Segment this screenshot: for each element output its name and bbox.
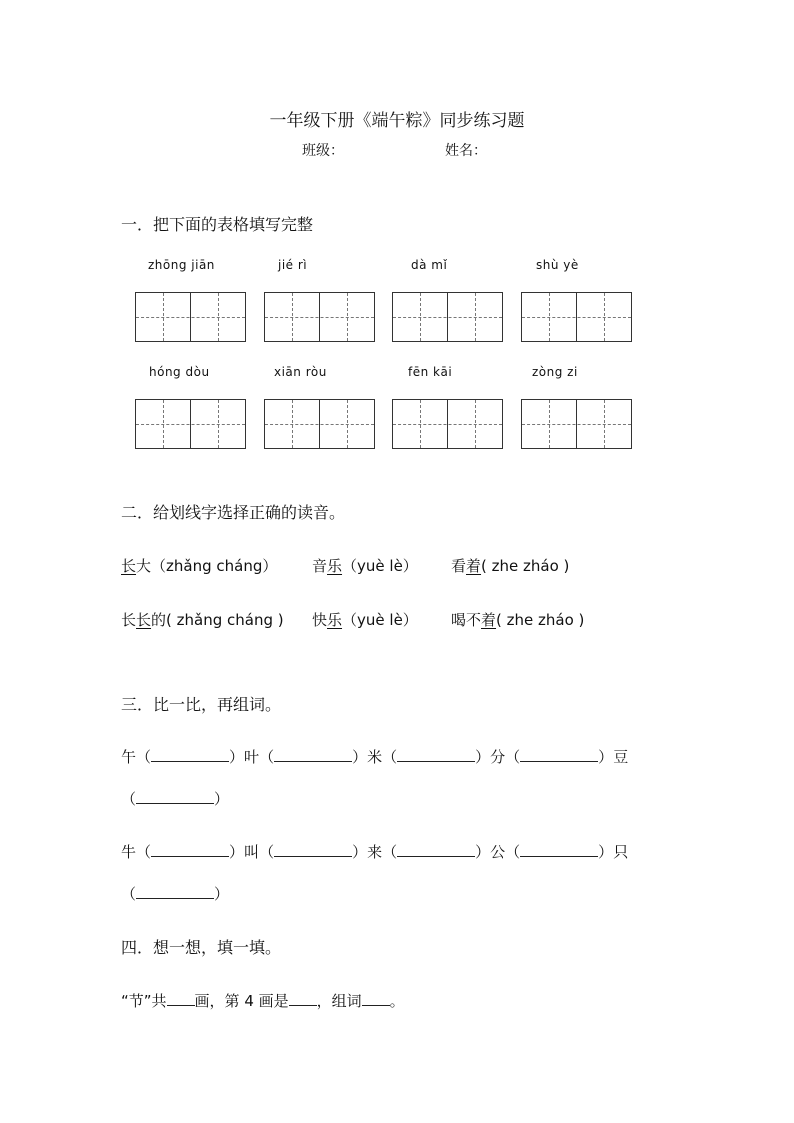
underlined-char: 着 [481, 611, 497, 629]
answer-blank[interactable] [397, 747, 475, 762]
answer-blank[interactable] [151, 842, 229, 857]
pinyin-label: dà mǐ [411, 258, 448, 272]
writing-grid[interactable] [135, 399, 246, 449]
answer-blank[interactable] [136, 789, 214, 804]
writing-grid[interactable] [392, 399, 503, 449]
name-label: 姓名： [445, 143, 487, 159]
pinyin-label: fēn kāi [408, 365, 453, 379]
answer-blank[interactable] [520, 842, 598, 857]
writing-grid[interactable] [392, 292, 503, 342]
pinyin-label: zòng zi [532, 365, 578, 379]
writing-grid[interactable] [521, 399, 632, 449]
page-title: 一年级下册《端午粽》同步练习题 [269, 111, 525, 131]
pinyin-label: jié rì [278, 258, 308, 272]
writing-grid[interactable] [264, 292, 375, 342]
writing-grid[interactable] [264, 399, 375, 449]
answer-blank[interactable] [289, 991, 317, 1006]
reading-item: 长大（zhǎng cháng） [121, 557, 278, 575]
word-row-wrap: （ ） [121, 885, 230, 903]
underlined-char: 乐 [327, 557, 343, 575]
reading-item: 长长的( zhǎng cháng ) [121, 611, 284, 629]
writing-grid[interactable] [135, 292, 246, 342]
answer-blank[interactable] [362, 991, 390, 1006]
underlined-char: 长 [136, 611, 152, 629]
answer-blank[interactable] [397, 842, 475, 857]
section-4-heading: 四．想一想，填一填。 [121, 938, 282, 957]
reading-item: 快乐（yuè lè） [312, 611, 418, 629]
underlined-char: 着 [466, 557, 482, 575]
underlined-char: 乐 [327, 611, 343, 629]
word-row: 牛（ ）叫（ ）来（ ）公（ ）只 [121, 843, 629, 861]
answer-blank[interactable] [274, 747, 352, 762]
answer-blank[interactable] [274, 842, 352, 857]
pinyin-label: zhōng jiān [148, 258, 215, 272]
class-label: 班级： [302, 143, 344, 159]
underlined-char: 长 [121, 557, 137, 575]
word-row: 午（ ）叶（ ）米（ ）分（ ）豆 [121, 748, 629, 766]
writing-grid[interactable] [521, 292, 632, 342]
answer-blank[interactable] [520, 747, 598, 762]
pinyin-label: shù yè [536, 258, 579, 272]
pinyin-label: hóng dòu [149, 365, 210, 379]
section-2-heading: 二．给划线字选择正确的读音。 [121, 503, 346, 522]
reading-item: 喝不着( zhe zháo ) [451, 611, 585, 629]
answer-blank[interactable] [151, 747, 229, 762]
reading-item: 看着( zhe zháo ) [451, 557, 570, 575]
answer-blank[interactable] [136, 884, 214, 899]
pinyin-label: xiān ròu [274, 365, 327, 379]
answer-blank[interactable] [167, 991, 195, 1006]
fill-sentence: “节”共 画，第 4 画是 ，组词 。 [121, 992, 405, 1010]
section-3-heading: 三．比一比，再组词。 [121, 695, 282, 714]
word-row-wrap: （ ） [121, 790, 230, 808]
section-1-heading: 一．把下面的表格填写完整 [121, 215, 314, 234]
reading-item: 音乐（yuè lè） [312, 557, 418, 575]
